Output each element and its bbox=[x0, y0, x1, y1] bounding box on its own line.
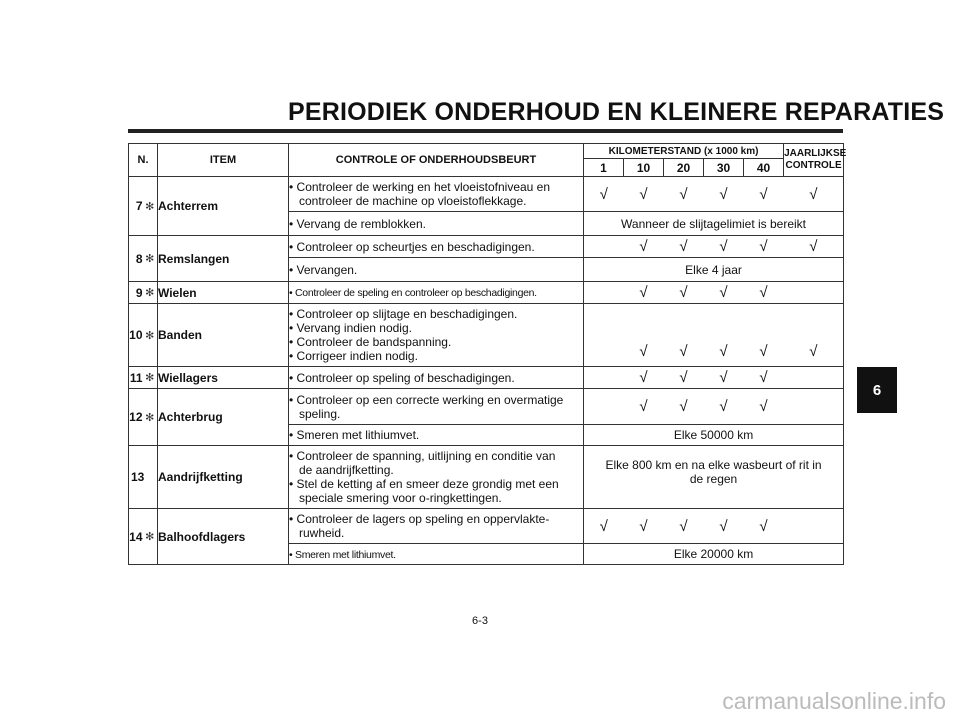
check-mark: √ bbox=[664, 389, 704, 425]
check-text: • Smeren met lithiumvet. bbox=[289, 425, 584, 446]
check-line: speciale smering voor o-ringkettingen. bbox=[299, 491, 502, 505]
check-line: • Controleer de bandspanning. bbox=[289, 335, 452, 349]
page-title: PERIODIEK ONDERHOUD EN KLEINERE REPARATIES bbox=[288, 98, 945, 126]
check-mark: √ bbox=[664, 304, 704, 367]
check-line: • Vervang indien nodig. bbox=[289, 321, 412, 335]
check-line: ruwheid. bbox=[299, 526, 345, 540]
empty-cell bbox=[784, 509, 844, 544]
check-mark: √ bbox=[784, 177, 844, 212]
check-text bbox=[289, 446, 584, 509]
check-mark: √ bbox=[744, 304, 784, 367]
check-mark: √ bbox=[744, 236, 784, 258]
check-text bbox=[289, 304, 584, 367]
row-number: 13 bbox=[129, 446, 158, 509]
row-number: 7 bbox=[129, 177, 143, 236]
header-yearly-line2: CONTROLE bbox=[785, 160, 842, 171]
header-item: ITEM bbox=[158, 144, 289, 177]
chapter-tab[interactable]: 6 bbox=[857, 367, 897, 413]
interval-text: Elke 50000 km bbox=[584, 425, 844, 446]
asterisk-icon: ✻ bbox=[143, 177, 158, 236]
empty-cell bbox=[784, 367, 844, 389]
check-line: • Corrigeer indien nodig. bbox=[289, 349, 418, 363]
watermark[interactable]: carmanualsonline.info bbox=[722, 688, 946, 714]
item-name: Aandrijfketting bbox=[158, 446, 289, 509]
check-mark: √ bbox=[664, 177, 704, 212]
interval-text: Elke 4 jaar bbox=[584, 258, 844, 282]
header-km: KILOMETERSTAND (x 1000 km) bbox=[584, 144, 784, 159]
row-number: 8 bbox=[129, 236, 143, 282]
asterisk-icon: ✻ bbox=[143, 282, 158, 304]
check-text bbox=[289, 389, 584, 425]
check-mark: √ bbox=[624, 389, 664, 425]
check-mark: √ bbox=[624, 282, 664, 304]
check-mark: √ bbox=[744, 509, 784, 544]
empty-cell bbox=[784, 282, 844, 304]
empty-cell bbox=[584, 236, 624, 258]
check-line: • Smeren met lithiumvet. bbox=[289, 548, 396, 561]
check-mark: √ bbox=[704, 177, 744, 212]
header-yearly bbox=[784, 144, 847, 177]
check-line: • Controleer de lagers op speling en oppervlakte- bbox=[289, 512, 550, 526]
empty-cell bbox=[584, 304, 624, 367]
asterisk-icon: ✻ bbox=[143, 389, 158, 446]
asterisk-icon: ✻ bbox=[143, 236, 158, 282]
check-mark: √ bbox=[624, 177, 664, 212]
check-mark: √ bbox=[744, 367, 784, 389]
asterisk-icon: ✻ bbox=[143, 509, 158, 565]
check-line: speling. bbox=[299, 406, 341, 421]
item-name: Remslangen bbox=[158, 236, 289, 282]
empty-cell bbox=[584, 389, 624, 425]
asterisk-icon: ✻ bbox=[143, 304, 158, 367]
empty-cell bbox=[784, 389, 844, 425]
empty-cell bbox=[584, 282, 624, 304]
header-yearly-line1: JAARLIJKSE bbox=[784, 148, 847, 159]
check-line: • Controleer op slijtage en beschadigingen. bbox=[289, 307, 518, 321]
row-number: 14 bbox=[129, 509, 143, 565]
check-line: • Controleer de speling en controleer op beschadigingen. bbox=[289, 287, 537, 299]
check-mark: √ bbox=[784, 304, 844, 367]
interval-line: Elke 800 km en na elke wasbeurt of rit in bbox=[605, 458, 822, 472]
check-line: • Controleer de spanning, uitlijning en conditie van bbox=[289, 449, 556, 463]
km-10: 10 bbox=[624, 159, 664, 177]
check-mark: √ bbox=[624, 236, 664, 258]
check-line: • Controleer op een correcte werking en overmatige bbox=[289, 392, 564, 407]
title-rule bbox=[128, 129, 843, 133]
km-20: 20 bbox=[664, 159, 704, 177]
check-text: • Vervang de remblokken. bbox=[289, 212, 584, 236]
check-mark: √ bbox=[744, 282, 784, 304]
row-number: 12 bbox=[129, 389, 143, 446]
check-mark: √ bbox=[744, 177, 784, 212]
check-text bbox=[289, 177, 584, 212]
row-number: 9 bbox=[129, 282, 143, 304]
check-mark: √ bbox=[704, 304, 744, 367]
header-check: CONTROLE OF ONDERHOUDSBEURT bbox=[289, 144, 584, 177]
row-number: 10 bbox=[129, 304, 143, 367]
check-mark: √ bbox=[664, 509, 704, 544]
check-mark: √ bbox=[624, 304, 664, 367]
check-line: de aandrijfketting. bbox=[299, 463, 394, 477]
check-mark: √ bbox=[664, 236, 704, 258]
item-name: Achterbrug bbox=[158, 389, 289, 446]
maintenance-table bbox=[128, 143, 847, 565]
item-name: Banden bbox=[158, 304, 289, 367]
check-text bbox=[289, 509, 584, 544]
interval-text: Elke 20000 km bbox=[584, 544, 844, 565]
check-mark: √ bbox=[664, 282, 704, 304]
asterisk-icon: ✻ bbox=[143, 367, 158, 389]
row-number: 11 bbox=[129, 367, 143, 389]
check-line: • Controleer de werking en het vloeistofniveau en bbox=[289, 180, 551, 194]
check-text bbox=[289, 282, 584, 304]
check-mark: √ bbox=[744, 389, 784, 425]
check-mark: √ bbox=[584, 177, 624, 212]
item-name: Achterrem bbox=[158, 177, 289, 236]
km-1: 1 bbox=[584, 159, 624, 177]
interval-line: de regen bbox=[689, 472, 738, 486]
item-name: Wiellagers bbox=[158, 367, 289, 389]
check-mark: √ bbox=[624, 367, 664, 389]
check-mark: √ bbox=[704, 389, 744, 425]
interval-text bbox=[584, 446, 844, 509]
check-text bbox=[289, 544, 584, 565]
check-text: • Controleer op scheurtjes en beschadigingen. bbox=[289, 236, 584, 258]
check-mark: √ bbox=[704, 367, 744, 389]
item-name: Wielen bbox=[158, 282, 289, 304]
km-30: 30 bbox=[704, 159, 744, 177]
page-number: 6-3 bbox=[472, 615, 488, 627]
check-mark: √ bbox=[704, 236, 744, 258]
check-line: • Stel de ketting af en smeer deze grondig met een bbox=[289, 477, 559, 491]
check-text: • Controleer op speling of beschadigingen. bbox=[289, 367, 584, 389]
check-mark: √ bbox=[784, 236, 844, 258]
check-mark: √ bbox=[664, 367, 704, 389]
check-line: controleer de machine op vloeistoflekkage. bbox=[299, 194, 527, 208]
check-text: • Vervangen. bbox=[289, 258, 584, 282]
check-mark: √ bbox=[704, 282, 744, 304]
check-mark: √ bbox=[624, 509, 664, 544]
check-mark: √ bbox=[584, 509, 624, 544]
km-40: 40 bbox=[744, 159, 784, 177]
item-name: Balhoofdlagers bbox=[158, 509, 289, 565]
interval-text: Wanneer de slijtagelimiet is bereikt bbox=[584, 212, 844, 236]
check-mark: √ bbox=[704, 509, 744, 544]
header-n: N. bbox=[129, 144, 158, 177]
empty-cell bbox=[584, 367, 624, 389]
